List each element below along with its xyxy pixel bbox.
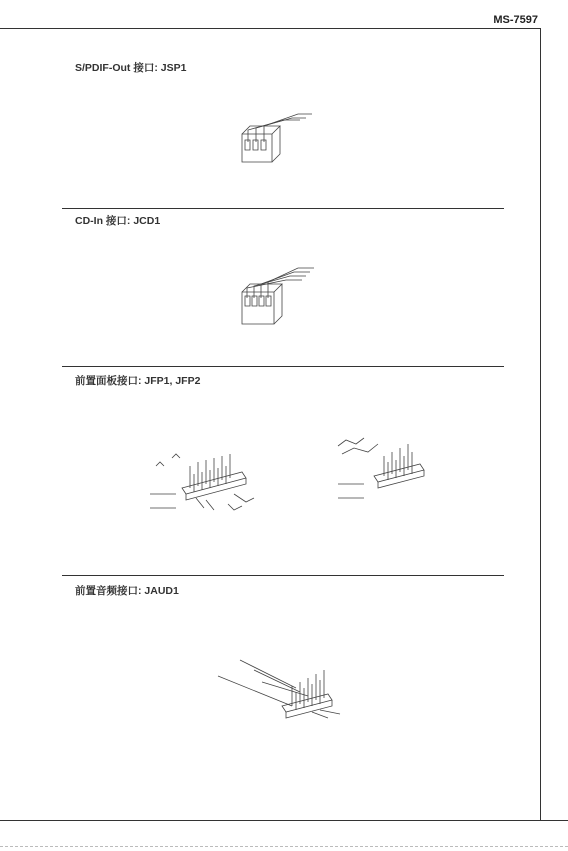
section-title-front-audio: 前置音频接口: JAUD1 bbox=[75, 585, 179, 597]
jfp2-connector-diagram bbox=[334, 430, 434, 506]
page-frame-top bbox=[0, 28, 540, 29]
page-frame-bottom bbox=[0, 820, 568, 821]
page-frame-cut-line bbox=[0, 846, 568, 847]
section-title-front-panel: 前置面板接口: JFP1, JFP2 bbox=[75, 375, 201, 387]
section-title-cd-in: CD-In 接口: JCD1 bbox=[75, 215, 161, 227]
section-title-spdif: S/PDIF-Out 接口: JSP1 bbox=[75, 62, 187, 74]
model-number: MS-7597 bbox=[493, 14, 538, 26]
cd-in-connector-diagram bbox=[236, 268, 316, 330]
section-divider bbox=[62, 208, 504, 209]
section-divider bbox=[62, 366, 504, 367]
page-frame-right bbox=[540, 28, 541, 820]
section-divider bbox=[62, 575, 504, 576]
jfp1-connector-diagram bbox=[146, 448, 266, 518]
jaud1-connector-diagram bbox=[216, 656, 346, 732]
spdif-connector-diagram bbox=[236, 112, 316, 172]
